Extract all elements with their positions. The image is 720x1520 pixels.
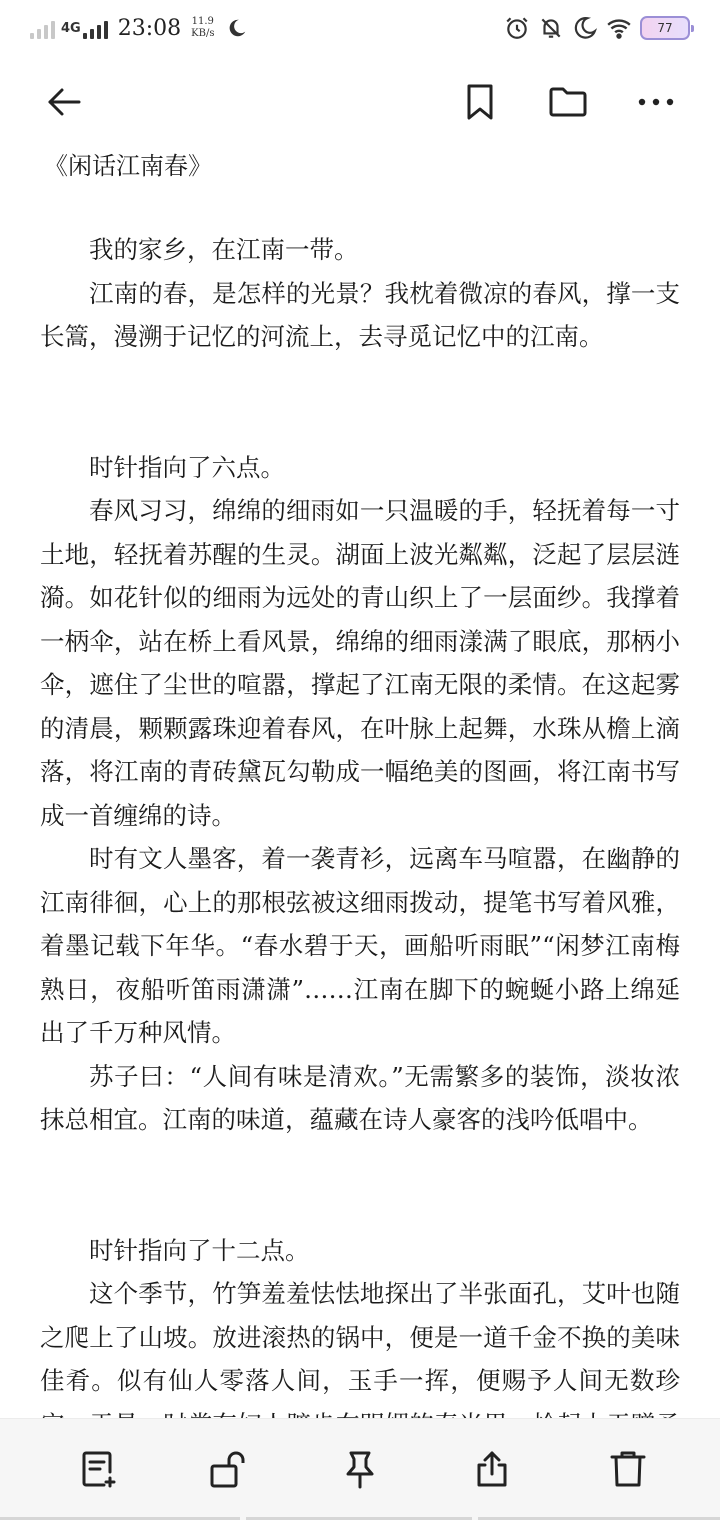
moon-icon (572, 15, 598, 41)
paragraph: 这个季节，竹笋羞羞怯怯地探出了半张面孔，艾叶也随之爬上了山坡。放进滚热的锅中，便是一道千金不换的美味佳肴。似有仙人零落人间，玉手一挥，便赐予人间无数珍 (40, 1279, 680, 1395)
battery-indicator (640, 16, 690, 40)
delete-button[interactable] (604, 1445, 652, 1493)
edit-note-icon (77, 1448, 119, 1490)
more-button[interactable] (632, 78, 680, 126)
pin-button[interactable] (336, 1445, 384, 1493)
status-time: 23:08 (117, 15, 182, 41)
status-bar-left (30, 10, 248, 46)
paragraph: 时有文人墨客，着一袭青衫，远离车马喧嚣，在幽静的江南徘徊，心上的那根弦被这细雨拨动，提笔书写着风雅，着墨记载下年华。“春水碧于天，画船听雨眠”“闲梦江南梅熟日，夜船听笛雨潇潇”……江南在脚下的蜿蜒小路上绵延出了千万种风情。 (40, 844, 680, 1047)
pin-icon (339, 1448, 381, 1490)
note-content[interactable] (40, 228, 680, 1418)
back-button[interactable] (40, 78, 88, 126)
signal-sim2-icon (83, 17, 108, 39)
unlock-icon (207, 1448, 249, 1490)
back-arrow-icon (44, 82, 84, 122)
toolbar (0, 70, 720, 134)
paragraph: 苏子曰：“人间有味是清欢。”无需繁多的装饰，淡妆浓抹总相宜。江南的味道，蕴藏在诗人豪客的浅吟低唱中。 (40, 1061, 680, 1134)
paragraph: 春风习习，绵绵的细雨如一只温暖的手，轻抚着每一寸土地，轻抚着苏醒的生灵。湖面上波光粼粼，泛起了层层涟漪。如花针似的细雨为远处的青山织上了一层面纱。我撑着一柄伞，站在桥上看风景，绵绵的细雨漾满了眼底，那柄小伞，遮住了尘世的喧嚣，撑起了江南无限的柔情。在这起雾的清晨，颗颗露珠迎着春风，在叶脉上起舞，水珠从檐上滴落，将江南的青砖黛瓦勾勒成一幅绝美的图画，将江南书写成一首缠绵的诗。 (40, 496, 680, 830)
delete-icon (607, 1448, 649, 1490)
network-type: 4G (61, 20, 81, 36)
bookmark-icon (460, 82, 500, 122)
empty-line (40, 1142, 680, 1186)
signal-sim1-icon (30, 17, 55, 39)
network-speed-value: 11.9 (191, 16, 214, 27)
note-title[interactable]: 《闲话江南春》 (44, 152, 212, 180)
network-speed (191, 16, 214, 40)
bookmark-button[interactable] (456, 78, 504, 126)
folder-icon (548, 82, 588, 122)
edit-note-button[interactable] (74, 1445, 122, 1493)
paragraph: 时针指向了十二点。 (89, 1235, 310, 1265)
battery-level: 77 (657, 21, 673, 35)
empty-line (40, 1185, 680, 1229)
folder-button[interactable] (544, 78, 592, 126)
bottom-action-bar (0, 1418, 720, 1520)
alarm-icon (504, 15, 530, 41)
paragraph: 江南的春，是怎样的光景？我枕着微凉的春风，撑一支长篙，漫溯于记忆的河流上，去寻觅记忆中的江南。 (40, 278, 680, 351)
status-bar (0, 0, 720, 56)
status-bar-right (504, 12, 690, 44)
paragraph: 时针指向了六点。 (89, 452, 285, 482)
wifi-icon (606, 15, 632, 41)
share-button[interactable] (468, 1445, 516, 1493)
unlock-button[interactable] (204, 1445, 252, 1493)
bell-off-icon (538, 15, 564, 41)
empty-line (40, 359, 680, 403)
share-icon (471, 1448, 513, 1490)
moon-icon (226, 17, 248, 39)
empty-line (40, 402, 680, 446)
paragraph: 我的家乡，在江南一带。 (89, 235, 359, 264)
more-icon (636, 82, 676, 122)
network-speed-unit: KB/s (191, 28, 215, 39)
